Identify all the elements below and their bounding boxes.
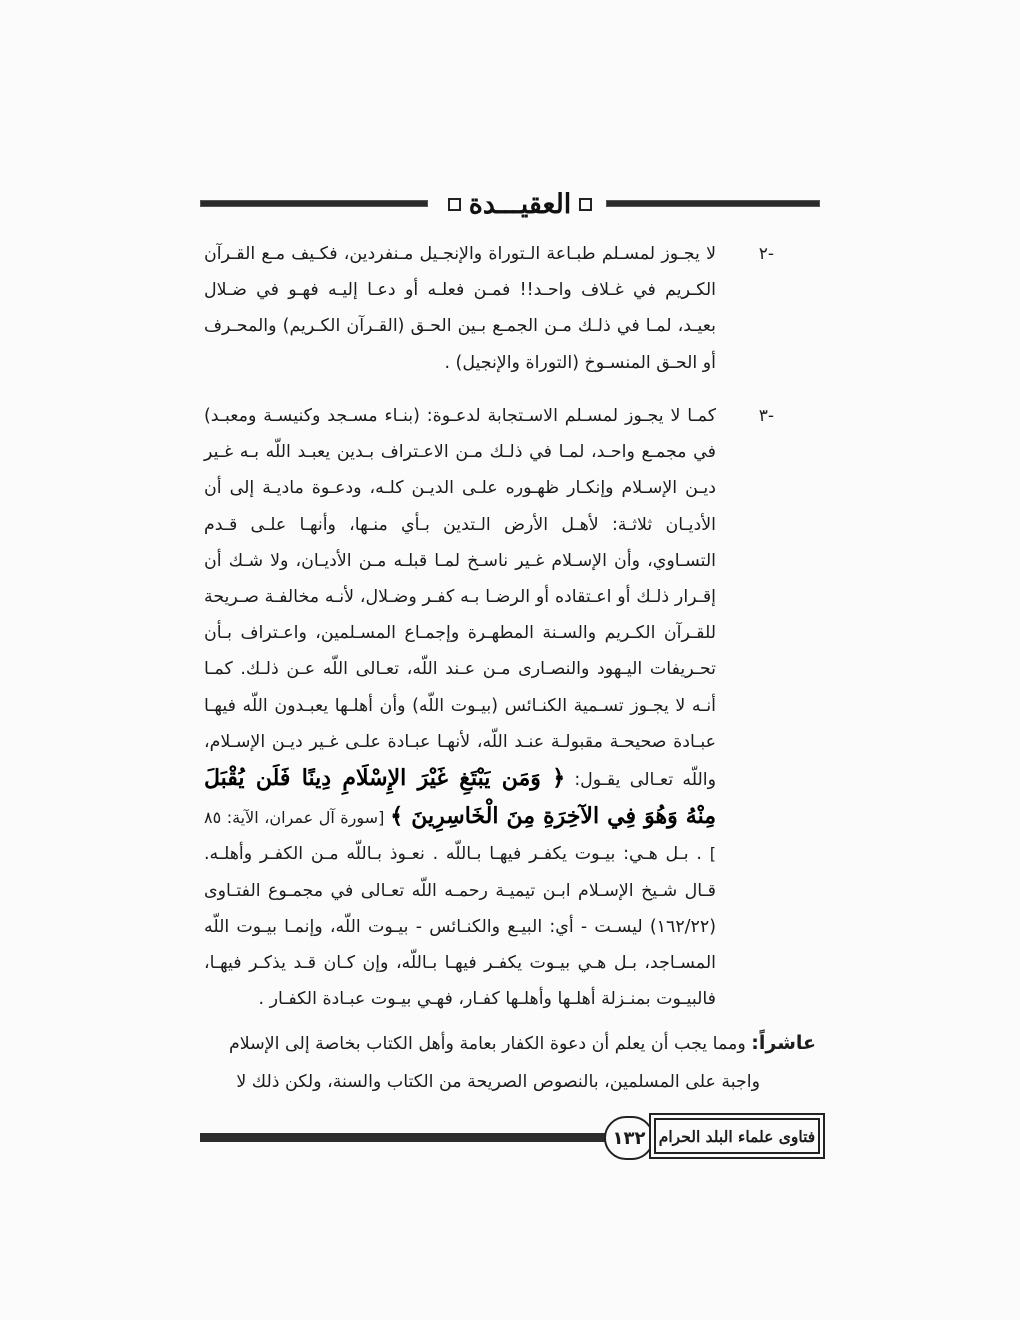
item-text: لا يجـوز لمسـلم طبـاعة الـتوراة والإنجـيل مـنفردين، فكـيف مـع القـرآن الكـريم في غـلاف واحـد!! فمـن فعلـه أو دعـا إليـه فهـو في ضـلال بعيـد، لمـا في ذلـك مـن الجمـع بـين الحـق (القـرآن الكـريم) والمحـرف أو الحـق المنسـوخ (التوراة والإنجيل) . bbox=[204, 244, 716, 373]
page-header bbox=[200, 184, 820, 224]
list-item bbox=[204, 236, 774, 384]
section-title bbox=[444, 184, 596, 224]
header-rule-right bbox=[606, 200, 820, 207]
page-footer bbox=[200, 1116, 820, 1160]
item-number: -٢ bbox=[758, 244, 774, 264]
verse-reference: [سورة آل عمران، الآية: ٨٥ ] bbox=[204, 808, 717, 864]
header-rule-left bbox=[200, 200, 428, 207]
list-item bbox=[204, 398, 774, 1017]
tenth-line-2: واجبة على المسلمين، بالنصوص الصريحة من الكتاب والسنة، ولكن ذلك لا bbox=[236, 1072, 760, 1092]
page-number: ١٣٢ bbox=[604, 1116, 654, 1160]
tenth-text-1: ومما يجب أن يعلم أن دعوة الكفار بعامة وأهل الكتاب بخاصة إلى الإسلام bbox=[229, 1034, 746, 1054]
square-ornament-icon bbox=[448, 198, 461, 211]
main-text bbox=[204, 236, 774, 1017]
book-title: فتاوى علماء البلد الحرام bbox=[654, 1118, 820, 1154]
tenth-point bbox=[204, 1024, 816, 1101]
quran-verse: ﴿ وَمَن يَبْتَغِ غَيْرَ الإِسْلَامِ دِينًا فَلَن يُقْبَلَ مِنْهُ وَهُوَ فِي الآخِرَةِ مِنَ الْخَاسِرِينَ ﴾ bbox=[204, 765, 717, 830]
item-text-after-verse: . بـل هـي: بيـوت يكفـر فيهـا بـاللّه . نعـوذ بـاللّه مـن الكفـر وأهلـه. قـال شـيخ الإسـلام ابـن تيميـة رحمـه اللّه تعـالى في مجمـوع الفتـاوى (١٦٢/٢٢) ليسـت - أي: البيـع والكنـائس - بيـوت اللّه، وإنمـا بيـوت اللّه المسـاجد، بـل هـي بيـوت يكفـر فيهـا بـاللّه، وإن كـان قـد يذكـر فيهـا، فالبيـوت بمنـزلة أهلـها وأهلـها كفـار، فهـي بيـوت عبـادة الكفـار . bbox=[204, 844, 716, 1010]
section-title-text: العقيـــدة bbox=[468, 188, 572, 220]
item-text bbox=[204, 398, 716, 1017]
tenth-lead: عاشراً: bbox=[751, 1032, 816, 1054]
item-text-before-verse: كمـا لا يجـوز لمسـلم الاسـتجابة لدعـوة: (بنـاء مسـجد وكنيسـة ومعبـد) في مجمـع واحـد، لمـا في ذلـك مـن الاعـتراف بـدين يعبـد اللّه بـه غـير ديـن الإسـلام وإنكـار ظهـوره علـى الديـن كلـه، ودعـوة ماديـة إلى أن الأديـان ثلاثـة: لأهـل الأرض الـتدين بـأي منـها، وأنهـا علـى قـدم التسـاوي، وأن الإسـلام غـير ناسـخ لمـا قبلـه مـن الأديـان، ولا شـك أن إقـرار ذلـك أو اعـتقاده أو الرضـا بـه كفـر وضـلال، لأنـه مخالفـة صـريحة للقـرآن الكـريم والسـنة المطهـرة وإجمـاع المسـلمين، واعـتراف بـأن تحـريفات اليـهود والنصـارى مـن عـند اللّه، تعـالى اللّه عـن ذلـك. كمـا أنـه لا يجـوز تسـمية الكنـائس (بيـوت اللّه) وأن أهلـها يعبـدون اللّه فيهـا عبـادة صحيحـة مقبولـة عنـد اللّه، لأنهـا عبـادة علـى غـير ديـن الإسـلام، واللّه تعـالى يقـول: bbox=[204, 406, 716, 791]
square-ornament-icon bbox=[579, 198, 592, 211]
tenth-line-1 bbox=[204, 1024, 816, 1063]
footer-rule bbox=[200, 1133, 610, 1142]
item-number: -٣ bbox=[758, 406, 774, 426]
